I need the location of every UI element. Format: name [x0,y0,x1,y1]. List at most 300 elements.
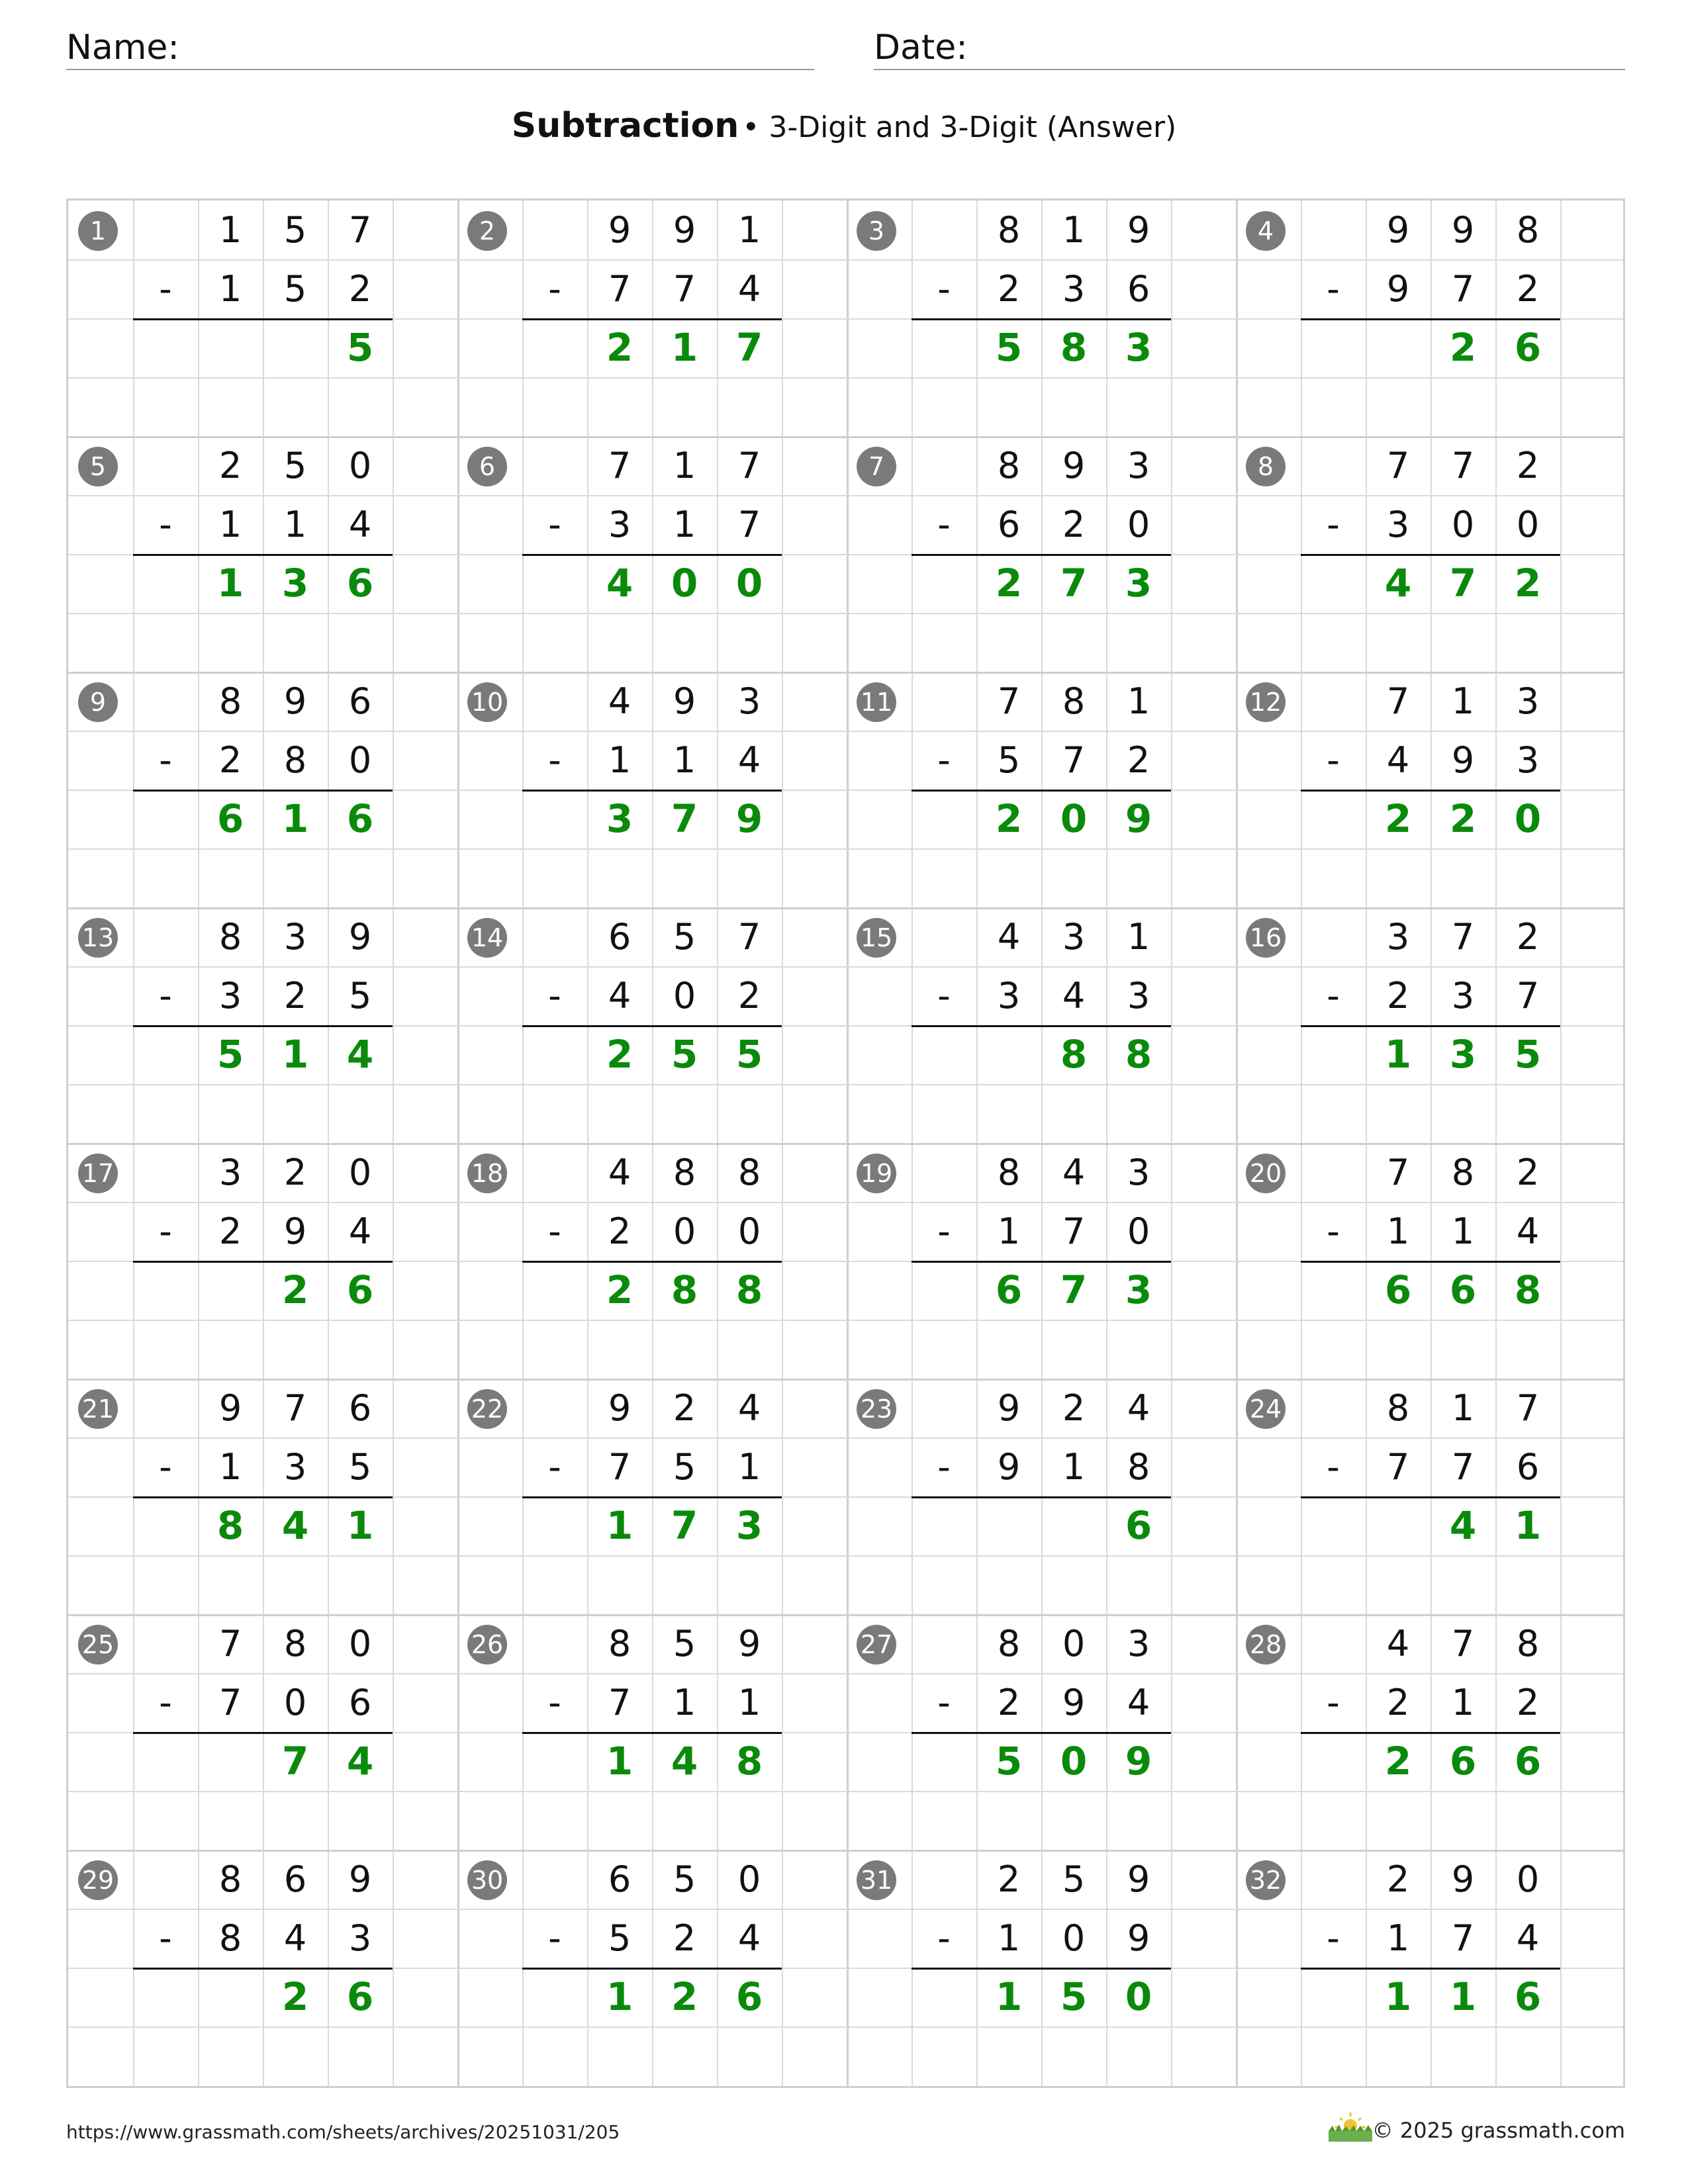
minuend-digit: 2 [1386,1858,1410,1900]
answer-digit: 5 [1060,1974,1088,2019]
answer-digit: 6 [1514,1739,1542,1784]
subtraction-problem [1236,436,1625,672]
subtrahend-digit: 7 [737,504,761,545]
minuend-digit: 2 [1062,1387,1086,1429]
minuend-digit: 1 [1127,916,1150,958]
subtrahend-digit: 1 [673,1682,696,1723]
minus-sign: - [548,1917,561,1959]
answer-digit: 2 [671,1974,698,2019]
minuend-digit: 4 [737,1387,761,1429]
subtrahend-digit: 9 [997,1446,1021,1488]
subtrahend-digit: 0 [737,1210,761,1252]
answer-digit: 5 [671,1032,698,1077]
minuend-digit: 1 [1127,680,1150,722]
subtrahend-digit: 1 [673,739,696,781]
problem-number-badge: 6 [467,447,507,486]
subtrahend-digit: 4 [608,975,632,1017]
answer-digit: 9 [735,796,763,841]
minus-sign: - [937,504,951,545]
minuend-digit: 4 [608,680,632,722]
minuend-digit: 7 [1451,1623,1475,1664]
subtrahend-digit: 1 [283,504,307,545]
minuend-digit: 7 [1451,916,1475,958]
answer-digit: 6 [1125,1503,1152,1548]
answer-digit: 2 [1384,796,1412,841]
answer-digit: 2 [1384,1739,1412,1784]
answer-digit: 5 [1514,1032,1542,1077]
minus-sign: - [548,739,561,781]
minus-sign: - [159,739,172,781]
subtrahend-digit: 7 [1451,1446,1475,1488]
problem-number-badge: 3 [857,211,896,251]
subtraction-problem [1236,201,1625,436]
minuend-digit: 5 [673,1623,696,1664]
minus-sign: - [937,268,951,310]
minuend-digit: 9 [1062,445,1086,486]
minuend-digit: 7 [1451,445,1475,486]
minuend-digit: 7 [1386,445,1410,486]
answer-digit: 6 [216,796,244,841]
subtrahend-digit: 1 [997,1210,1021,1252]
subtrahend-digit: 2 [218,1210,242,1252]
answer-digit: 7 [1449,561,1477,606]
subtrahend-digit: 1 [218,504,242,545]
subtraction-problem [457,1143,847,1379]
worksheet-title [0,106,1688,146]
answer-digit: 5 [995,1739,1023,1784]
minuend-digit: 2 [283,1152,307,1193]
problem-number-badge: 30 [467,1860,507,1900]
minus-sign: - [548,504,561,545]
answer-digit: 0 [671,561,698,606]
minus-sign: - [548,1682,561,1723]
subtrahend-digit: 1 [1386,1210,1410,1252]
footer-url: https://www.grassmath.com/sheets/archives/20251031/205 [66,2121,620,2143]
problem-number-badge: 15 [857,918,896,958]
subtrahend-digit: 7 [1386,1446,1410,1488]
problem-number-badge: 4 [1246,211,1286,251]
problem-number-badge: 14 [467,918,507,958]
minuend-digit: 3 [1386,916,1410,958]
minuend-digit: 8 [218,1858,242,1900]
subtrahend-digit: 2 [348,268,372,310]
subtrahend-digit: 1 [1386,1917,1410,1959]
minus-sign: - [159,1446,172,1488]
minuend-digit: 3 [1127,1152,1150,1193]
problem-number-badge: 19 [857,1154,896,1193]
subtrahend-digit: 1 [737,1682,761,1723]
answer-digit: 7 [671,1503,698,1548]
minuend-digit: 7 [218,1623,242,1664]
minuend-digit: 9 [348,916,372,958]
minuend-digit: 8 [1451,1152,1475,1193]
minus-sign: - [159,1917,172,1959]
answer-digit: 6 [995,1267,1023,1312]
minus-sign: - [1327,1682,1340,1723]
subtrahend-digit: 4 [283,1917,307,1959]
problem-number-badge: 27 [857,1625,896,1664]
minuend-digit: 8 [1386,1387,1410,1429]
subtrahend-digit: 4 [1127,1682,1150,1723]
minuend-digit: 4 [1127,1387,1150,1429]
problem-number-badge: 26 [467,1625,507,1664]
subtrahend-digit: 0 [1451,504,1475,545]
minuend-digit: 7 [283,1387,307,1429]
minuend-digit: 8 [1516,1623,1540,1664]
subtrahend-digit: 9 [283,1210,307,1252]
answer-digit: 1 [346,1503,374,1548]
subtrahend-digit: 9 [1127,1917,1150,1959]
subtrahend-digit: 0 [673,975,696,1017]
minus-sign: - [548,975,561,1017]
subtrahend-digit: 9 [1386,268,1410,310]
answer-digit: 1 [281,796,309,841]
answer-digit: 2 [1449,325,1477,370]
answer-digit: 4 [606,561,633,606]
subtraction-problem [457,1850,847,2085]
answer-digit: 2 [995,561,1023,606]
subtrahend-digit: 3 [1451,975,1475,1017]
subtraction-problem [847,1850,1236,2085]
answer-digit: 6 [735,1974,763,2019]
answer-digit: 3 [606,796,633,841]
footer-copyright: © 2025 grassmath.com [1372,2118,1625,2143]
subtrahend-digit: 2 [1516,1682,1540,1723]
answer-digit: 7 [671,796,698,841]
subtraction-problem [847,201,1236,436]
problem-number-badge: 18 [467,1154,507,1193]
answer-digit: 8 [1060,1032,1088,1077]
problem-number-badge: 28 [1246,1625,1286,1664]
minus-sign: - [159,268,172,310]
minuend-digit: 3 [737,680,761,722]
answer-digit: 3 [281,561,309,606]
minuend-digit: 8 [1516,209,1540,251]
answer-digit: 9 [1125,1739,1152,1784]
minuend-digit: 8 [997,445,1021,486]
subtrahend-digit: 1 [737,1446,761,1488]
minuend-digit: 8 [997,209,1021,251]
answer-digit: 1 [216,561,244,606]
answer-digit: 6 [1514,325,1542,370]
minuend-digit: 8 [997,1623,1021,1664]
minuend-digit: 6 [283,1858,307,1900]
minuend-digit: 7 [1386,680,1410,722]
subtrahend-digit: 2 [1062,504,1086,545]
minuend-digit: 4 [997,916,1021,958]
minus-sign: - [937,1682,951,1723]
answer-digit: 1 [1384,1032,1412,1077]
minus-sign: - [937,1210,951,1252]
minuend-digit: 8 [283,1623,307,1664]
subtrahend-digit: 2 [1386,1682,1410,1723]
subtraction-problem [1236,1143,1625,1379]
problem-number-badge: 21 [78,1389,118,1429]
minuend-digit: 9 [673,209,696,251]
title-subtitle: • 3-Digit and 3-Digit (Answer) [742,111,1177,144]
subtrahend-digit: 4 [737,1917,761,1959]
subtrahend-digit: 0 [348,739,372,781]
answer-digit: 8 [1125,1032,1152,1077]
minuend-digit: 6 [608,916,632,958]
answer-digit: 8 [216,1503,244,1548]
minuend-digit: 7 [737,916,761,958]
answer-digit: 2 [1449,796,1477,841]
subtrahend-digit: 1 [673,504,696,545]
minuend-digit: 0 [1516,1858,1540,1900]
problem-grid [66,199,1625,2088]
subtrahend-digit: 6 [1516,1446,1540,1488]
minuend-digit: 7 [608,445,632,486]
subtraction-problem [68,907,457,1143]
minuend-digit: 0 [348,1623,372,1664]
problem-number-badge: 2 [467,211,507,251]
minuend-digit: 9 [348,1858,372,1900]
subtrahend-digit: 3 [283,1446,307,1488]
minuend-digit: 8 [218,916,242,958]
minuend-digit: 9 [283,680,307,722]
subtrahend-digit: 1 [1451,1210,1475,1252]
minuend-digit: 3 [1127,445,1150,486]
subtrahend-digit: 7 [673,268,696,310]
answer-digit: 6 [1514,1974,1542,2019]
answer-digit: 8 [735,1267,763,1312]
problem-number-badge: 9 [78,682,118,722]
answer-digit: 1 [1449,1974,1477,2019]
minus-sign: - [159,504,172,545]
answer-digit: 4 [281,1503,309,1548]
minus-sign: - [937,739,951,781]
subtrahend-digit: 4 [1516,1210,1540,1252]
problem-number-badge: 29 [78,1860,118,1900]
answer-digit: 0 [1060,1739,1088,1784]
minuend-digit: 0 [1062,1623,1086,1664]
subtrahend-digit: 7 [1516,975,1540,1017]
subtrahend-digit: 4 [1386,739,1410,781]
problem-number-badge: 25 [78,1625,118,1664]
subtraction-problem [1236,1379,1625,1614]
minuend-digit: 9 [1386,209,1410,251]
problem-number-badge: 13 [78,918,118,958]
minuend-digit: 7 [997,680,1021,722]
problem-number-badge: 10 [467,682,507,722]
minuend-digit: 2 [1516,445,1540,486]
answer-digit: 7 [1060,561,1088,606]
subtrahend-digit: 7 [1451,1917,1475,1959]
subtrahend-digit: 6 [1127,268,1150,310]
subtrahend-digit: 7 [1062,1210,1086,1252]
minuend-digit: 1 [1451,680,1475,722]
subtrahend-digit: 4 [1516,1917,1540,1959]
answer-digit: 3 [1125,1267,1152,1312]
minuend-digit: 8 [608,1623,632,1664]
subtraction-problem [847,907,1236,1143]
subtraction-problem [68,436,457,672]
minuend-digit: 0 [737,1858,761,1900]
subtrahend-digit: 0 [1127,1210,1150,1252]
answer-digit: 6 [346,796,374,841]
date-label: Date: [874,28,968,68]
subtrahend-digit: 2 [218,739,242,781]
subtrahend-digit: 2 [997,1682,1021,1723]
answer-digit: 5 [216,1032,244,1077]
answer-digit: 7 [735,325,763,370]
answer-digit: 2 [995,796,1023,841]
minuend-digit: 1 [1451,1387,1475,1429]
problem-number-badge: 20 [1246,1154,1286,1193]
minuend-digit: 6 [348,680,372,722]
minuend-digit: 7 [1516,1387,1540,1429]
subtraction-problem [1236,1850,1625,2085]
minuend-digit: 6 [608,1858,632,1900]
minuend-digit: 1 [218,209,242,251]
subtraction-problem [457,201,847,436]
minus-sign: - [159,975,172,1017]
answer-digit: 2 [281,1974,309,2019]
subtrahend-digit: 4 [1062,975,1086,1017]
subtraction-problem [457,907,847,1143]
answer-digit: 7 [1060,1267,1088,1312]
minus-sign: - [1327,975,1340,1017]
answer-digit: 1 [1514,1503,1542,1548]
minus-sign: - [1327,1446,1340,1488]
minuend-digit: 5 [673,1858,696,1900]
subtrahend-digit: 5 [283,268,307,310]
minuend-digit: 2 [1516,1152,1540,1193]
subtrahend-digit: 2 [608,1210,632,1252]
problem-number-badge: 16 [1246,918,1286,958]
subtrahend-digit: 9 [1451,739,1475,781]
minus-sign: - [937,1917,951,1959]
subtrahend-digit: 5 [997,739,1021,781]
subtrahend-digit: 8 [218,1917,242,1959]
subtrahend-digit: 4 [348,1210,372,1252]
problem-number-badge: 7 [857,447,896,486]
minuend-digit: 1 [1062,209,1086,251]
title-main: Subtraction [511,106,739,146]
minuend-digit: 5 [673,916,696,958]
problem-number-badge: 22 [467,1389,507,1429]
subtrahend-digit: 7 [1451,268,1475,310]
minus-sign: - [159,1210,172,1252]
answer-digit: 4 [671,1739,698,1784]
minuend-digit: 3 [283,916,307,958]
subtrahend-digit: 1 [608,739,632,781]
problem-number-badge: 31 [857,1860,896,1900]
subtrahend-digit: 5 [348,1446,372,1488]
answer-digit: 7 [281,1739,309,1784]
minuend-digit: 9 [737,1623,761,1664]
minuend-digit: 2 [1516,916,1540,958]
answer-digit: 6 [346,561,374,606]
problem-number-badge: 8 [1246,447,1286,486]
subtrahend-digit: 3 [218,975,242,1017]
answer-digit: 8 [1514,1267,1542,1312]
subtraction-problem [457,1614,847,1850]
minuend-digit: 9 [673,680,696,722]
minuend-digit: 9 [997,1387,1021,1429]
minuend-digit: 8 [673,1152,696,1193]
minuend-digit: 2 [997,1858,1021,1900]
answer-digit: 2 [606,1032,633,1077]
minuend-digit: 8 [1062,680,1086,722]
problem-number-badge: 11 [857,682,896,722]
problem-number-badge: 24 [1246,1389,1286,1429]
minuend-digit: 5 [283,445,307,486]
subtrahend-digit: 7 [1062,739,1086,781]
problem-number-badge: 23 [857,1389,896,1429]
minuend-digit: 7 [348,209,372,251]
subtrahend-digit: 0 [1516,504,1540,545]
minuend-digit: 1 [673,445,696,486]
minus-sign: - [1327,1210,1340,1252]
subtraction-problem [1236,672,1625,907]
minuend-digit: 8 [997,1152,1021,1193]
name-field[interactable] [66,26,814,70]
subtraction-problem [68,1379,457,1614]
minus-sign: - [1327,268,1340,310]
answer-digit: 5 [735,1032,763,1077]
answer-digit: 5 [346,325,374,370]
answer-digit: 4 [346,1739,374,1784]
answer-digit: 3 [1449,1032,1477,1077]
subtrahend-digit: 6 [348,1682,372,1723]
date-field[interactable] [874,26,1625,70]
minuend-digit: 8 [218,680,242,722]
subtrahend-digit: 0 [283,1682,307,1723]
subtrahend-digit: 1 [1451,1682,1475,1723]
minuend-digit: 3 [1516,680,1540,722]
subtrahend-digit: 8 [283,739,307,781]
subtraction-problem [847,436,1236,672]
problem-number-badge: 17 [78,1154,118,1193]
answer-digit: 1 [606,1739,633,1784]
subtraction-problem [1236,1614,1625,1850]
problem-number-badge: 12 [1246,682,1286,722]
answer-digit: 1 [1384,1974,1412,2019]
answer-digit: 1 [281,1032,309,1077]
minuend-digit: 4 [608,1152,632,1193]
minus-sign: - [1327,504,1340,545]
minuend-digit: 8 [737,1152,761,1193]
subtraction-problem [68,672,457,907]
answer-digit: 0 [735,561,763,606]
subtraction-problem [457,436,847,672]
minuend-digit: 0 [348,1152,372,1193]
answer-digit: 6 [1384,1267,1412,1312]
minuend-digit: 9 [218,1387,242,1429]
subtrahend-digit: 3 [997,975,1021,1017]
subtrahend-digit: 1 [1062,1446,1086,1488]
answer-digit: 6 [346,1974,374,2019]
subtraction-problem [1236,907,1625,1143]
subtrahend-digit: 5 [348,975,372,1017]
answer-digit: 2 [606,325,633,370]
subtrahend-digit: 2 [283,975,307,1017]
minuend-digit: 0 [348,445,372,486]
minuend-digit: 9 [608,1387,632,1429]
subtrahend-digit: 4 [737,268,761,310]
minuend-digit: 7 [737,445,761,486]
subtrahend-digit: 3 [1062,268,1086,310]
subtrahend-digit: 8 [1127,1446,1150,1488]
answer-digit: 1 [995,1974,1023,2019]
minus-sign: - [548,1446,561,1488]
answer-digit: 4 [1449,1503,1477,1548]
subtrahend-digit: 5 [673,1446,696,1488]
name-label: Name: [66,28,179,68]
minuend-digit: 4 [1062,1152,1086,1193]
